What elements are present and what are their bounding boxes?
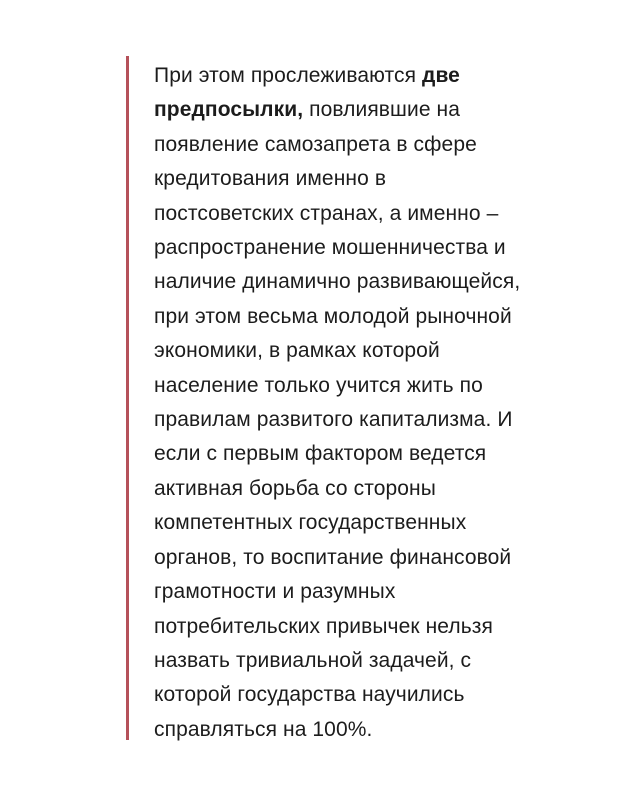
quote-line-1 [154,59,566,93]
quote-block [126,56,566,740]
quote-line-17: потребительских привычек нельзя [154,614,493,638]
quote-line-18: назвать тривиальной задачей, с [154,648,472,672]
quote-line-1-regular: При этом прослеживаются [154,64,423,87]
quote-line-7: наличие динамично развивающейся, [154,270,521,294]
quote-text [129,56,566,747]
quote-line-14: компетентных государственных [154,511,467,535]
quote-line-3: появление самозапрета в сфере [154,132,477,156]
quote-line-12: если с первым фактором ведется [154,442,487,466]
quote-line-8: при этом весьма молодой рыночной [154,304,512,328]
quote-line-19: которой государства научились [154,683,465,707]
quote-emphasis-1: две [422,64,460,87]
quote-line-15: органов, то воспитание финансовой [154,545,512,569]
quote-line-6: распространение мошенничества и [154,236,506,260]
quote-line-2-regular: повлиявшие на [303,98,461,122]
quote-line-16: грамотности и разумных [154,580,396,604]
quote-line-9: экономики, в рамках которой [154,339,440,363]
quote-line-10: население только учится жить по [154,373,483,397]
quote-emphasis-2: предпосылки, [154,98,304,122]
quote-line-11: правилам развитого капитализма. И [154,408,513,432]
quote-line-5: постсоветских странах, а именно – [154,201,499,225]
quote-line-4: кредитования именно в [154,167,387,191]
quote-line-20: справляться на 100%. [154,717,373,741]
quote-line-2 [154,93,566,127]
quote-line-13: активная борьба со стороны [154,476,436,500]
